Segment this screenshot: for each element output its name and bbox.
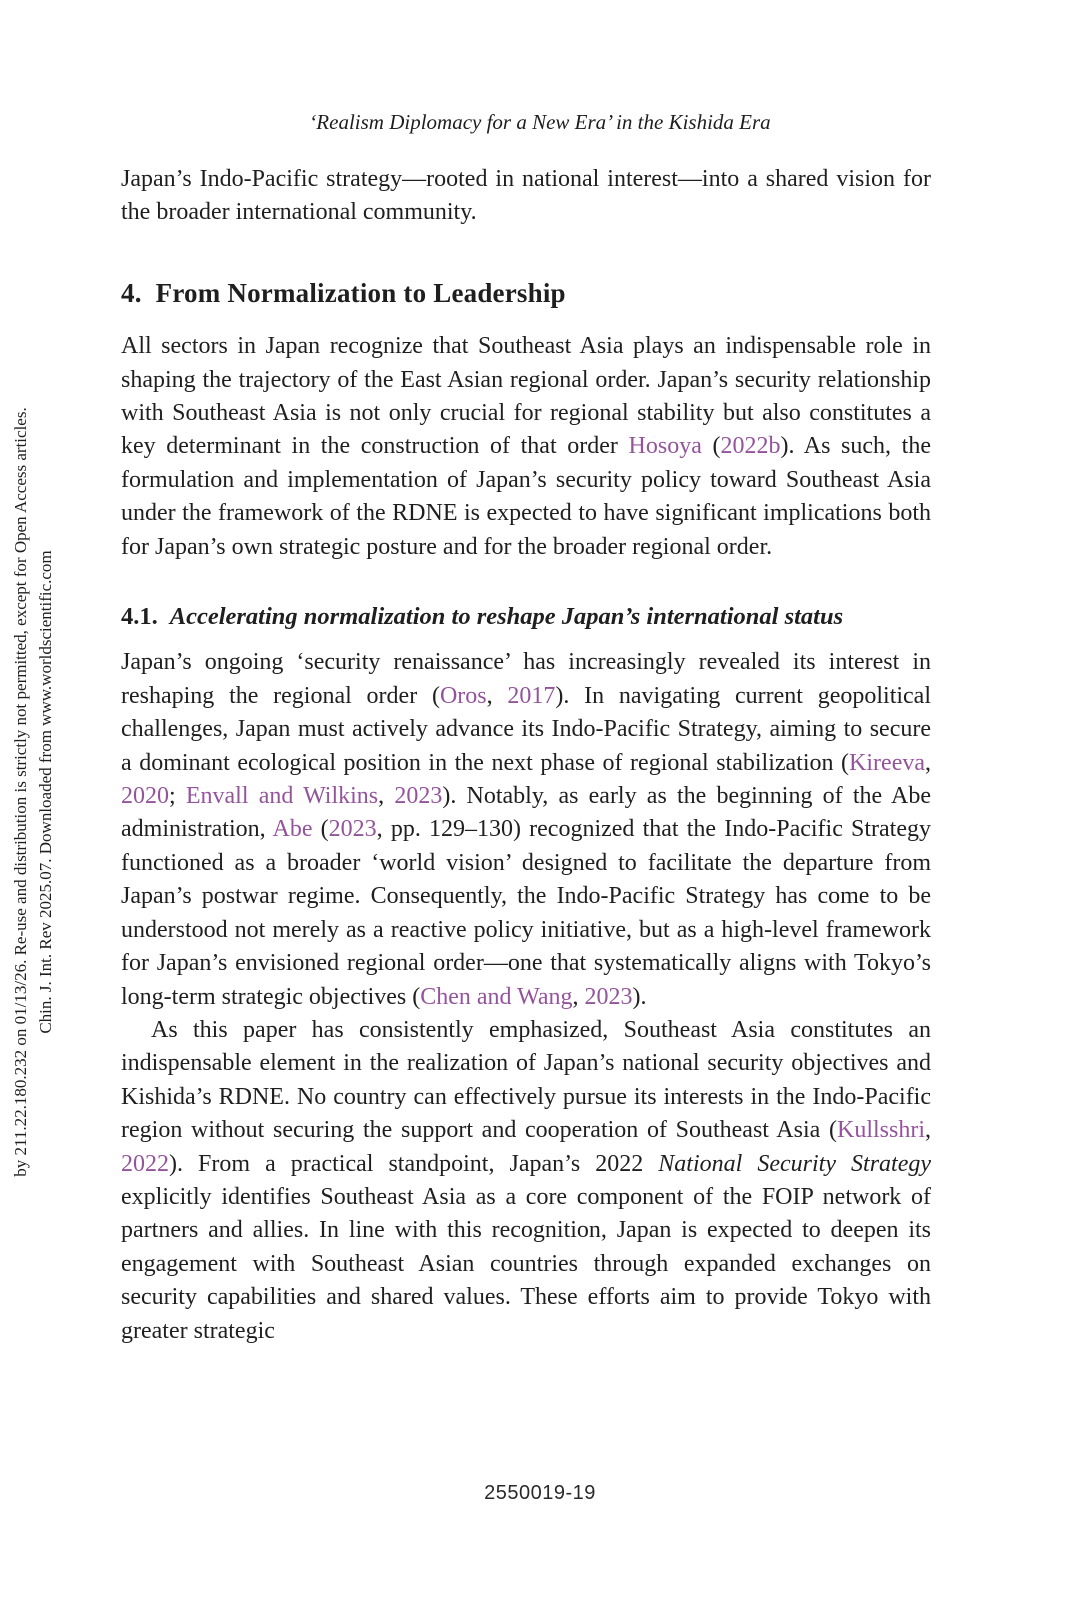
section-number: 4.	[121, 277, 142, 308]
text-segment: Japan’s ongoing ‘security renaissance’ has increasingly revealed its interest in reshaping the regional order (	[121, 649, 931, 709]
citation-link[interactable]: 2020	[121, 783, 169, 810]
subsection-number: 4.1.	[121, 603, 158, 631]
citation-link[interactable]: 2023	[394, 783, 443, 810]
footer-page-number: 2550019-19	[484, 1482, 596, 1504]
text-segment: ).	[632, 983, 647, 1010]
citation-link[interactable]: Chen and Wang	[420, 983, 573, 1010]
text-segment: (	[312, 816, 329, 843]
citation-link[interactable]: Oros	[439, 682, 487, 709]
text-segment: ). From a practical standpoint, Japan’s 2022	[169, 1150, 659, 1177]
text-segment: ,	[572, 983, 585, 1010]
paragraph-continuation	[121, 163, 931, 230]
text-segment: (	[701, 433, 721, 460]
text-segment: explicitly identifies Southeast Asia as a core component of the FOIP network of partners and allies. In line with this recognition, Japan is expected to deepen its engagement with Southeast Asian countries through expanded exchanges on security capabilities and shared values. These efforts aim to provide Tokyo with greater strategic	[121, 1183, 931, 1344]
text-segment: ;	[169, 783, 186, 810]
running-head: ‘Realism Diplomacy for a New Era’ in the Kishida Era	[309, 110, 771, 134]
text-segment: , pp. 129–130) recognized that the Indo-Pacific Strategy functioned as a broader ‘world vision’ designed to facilitate the departure from Japan’s postwar regime. Consequently, the Indo-Pacific Strategy has come to be understood not merely as a reactive policy initiative, but as a high-level framework for Japan’s envisioned regional order—one that systematically aligns with Tokyo’s long-term strategic objectives (	[121, 816, 932, 1010]
text-segment: Japan’s Indo-Pacific strategy—rooted in national interest—into a shared vision for the broader international community.	[121, 166, 931, 226]
text-segment: As this paper has consistently emphasized, Southeast Asia constitutes an indispensable element in the realization of Japan’s national security objectives and Kishida’s RDNE. No country can effectively pursue its interests in the Indo-Pacific region without securing the support and cooperation of Southeast Asia (	[121, 1016, 931, 1144]
text-segment: ,	[925, 1117, 931, 1144]
citation-link[interactable]: 2017	[507, 682, 556, 709]
paragraph-subsection-2	[121, 1014, 931, 1348]
subsection-title: Accelerating normalization to reshape Japan’s international status	[169, 603, 844, 631]
article-body	[121, 163, 931, 1348]
citation-link[interactable]: Envall and Wilkins	[185, 783, 379, 810]
text-segment: All sectors in Japan recognize that Southeast Asia plays an indispensable role in shaping the trajectory of the East Asian regional order. Japan’s security relationship with Southeast Asia is not only crucial for regional stability but also constitutes a key determinant in the construction of that order	[121, 333, 931, 460]
text-segment: National Security Strategy	[658, 1150, 932, 1177]
citation-link[interactable]: Kullsshri	[836, 1117, 925, 1144]
sidebar-access-line: by 211.22.180.232 on 01/13/26. Re-use and distribution is strictly not permitted, except for Open Access articles.	[11, 407, 30, 1177]
text-segment: ,	[486, 682, 508, 709]
citation-link[interactable]: Hosoya	[628, 433, 702, 460]
text-segment: ). In navigating current geopolitical challenges, Japan must actively advance its Indo-Pacific Strategy, aiming to secure a dominant ecological position in the next phase of regional stabilization (	[121, 682, 931, 776]
text-segment: ). As such, the formulation and implementation of Japan’s security policy toward Southeast Asia under the framework of the RDNE is expected to have significant implications both for Japan’s own strategic posture and for the broader regional order.	[121, 433, 931, 560]
citation-link[interactable]: 2023	[328, 816, 377, 843]
text-segment: ). Notably, as early as the beginning of the Abe administration,	[121, 783, 931, 843]
subsection-heading	[121, 602, 931, 631]
citation-link[interactable]: Kireeva	[849, 749, 925, 776]
citation-link[interactable]: Abe	[272, 816, 313, 843]
section-heading	[121, 277, 931, 309]
citation-link[interactable]: 2023	[584, 983, 633, 1010]
citation-link[interactable]: 2022b	[720, 433, 781, 460]
paragraph-subsection-1	[121, 646, 931, 1013]
text-segment: ,	[925, 749, 931, 776]
sidebar-journal-line: Chin. J. Int. Rev 2025.07. Downloaded from www.worldscientific.com	[36, 550, 55, 1034]
paragraph-section4	[121, 330, 931, 564]
text-segment: ,	[378, 783, 395, 810]
citation-link[interactable]: 2022	[121, 1150, 169, 1177]
section-title: From Normalization to Leadership	[155, 277, 566, 308]
sidebar-rotated-text	[8, 407, 58, 1176]
